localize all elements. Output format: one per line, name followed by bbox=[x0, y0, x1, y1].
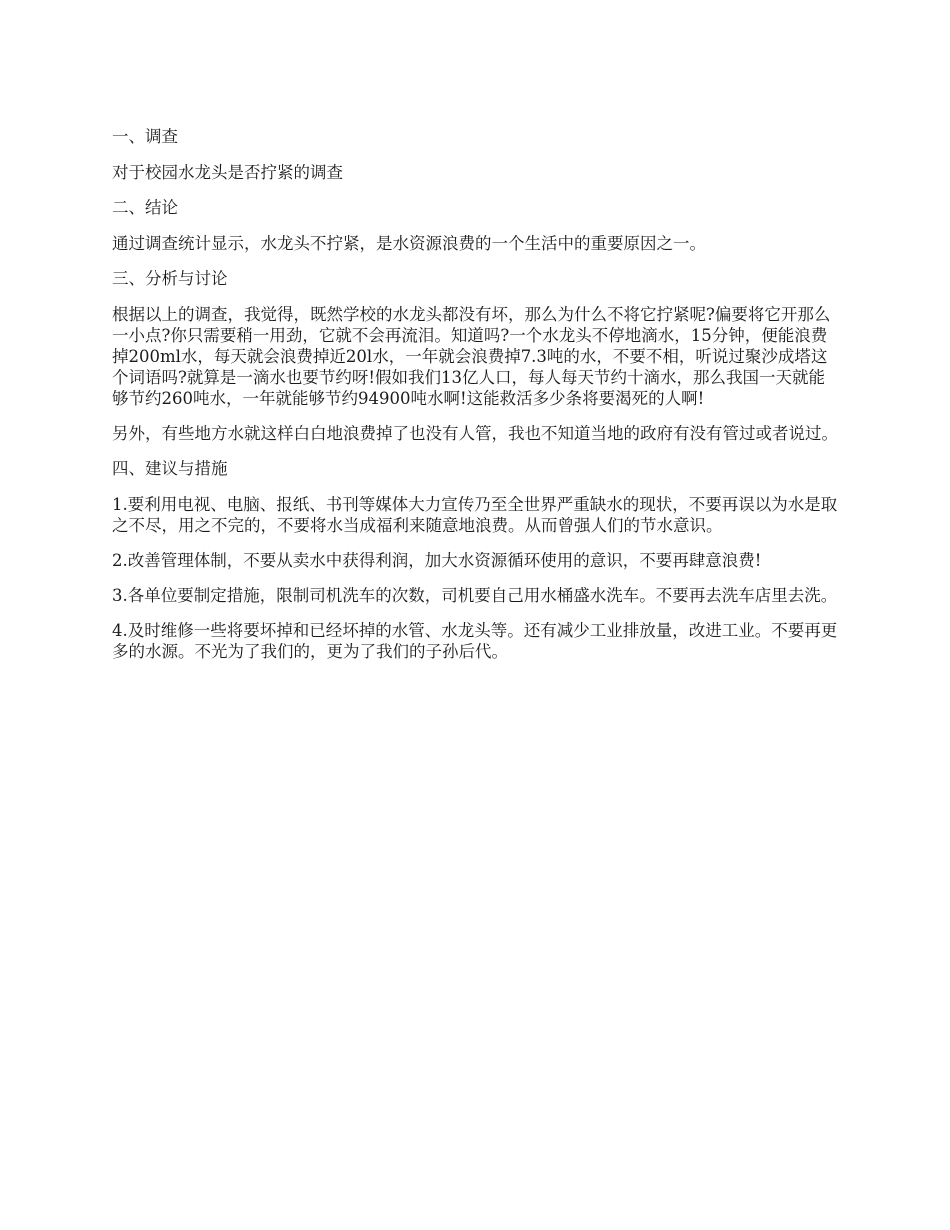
paragraph: 通过调查统计显示，水龙头不拧紧，是水资源浪费的一个生活中的重要原因之一。 bbox=[112, 234, 706, 253]
section-suggestions bbox=[112, 458, 838, 662]
section-conclusion bbox=[112, 197, 838, 254]
paragraph: 3.各单位要制定措施，限制司机洗车的次数，司机要自己用水桶盛水洗车。不要再去洗车店里去洗。 bbox=[112, 586, 838, 605]
paragraph: 2.改善管理体制，不要从卖水中获得利润，加大水资源循环使用的意识，不要再肆意浪费! bbox=[112, 551, 762, 570]
section-analysis bbox=[112, 268, 838, 444]
section-heading: 三、分析与讨论 bbox=[112, 269, 228, 288]
section-heading: 二、结论 bbox=[112, 198, 178, 217]
section-heading: 一、调查 bbox=[112, 127, 178, 146]
paragraph: 1.要利用电视、电脑、报纸、书刊等媒体大力宣传乃至全世界严重缺水的现状，不要再误以为水是取之不尽，用之不完的，不要将水当成福利来随意地浪费。从而曾强人们的节水意识。 bbox=[112, 495, 838, 535]
paragraph: 根据以上的调查，我觉得，既然学校的水龙头都没有坏，那么为什么不将它拧紧呢?偏要将它开那么一小点?你只需要稍一用劲，它就不会再流泪。知道吗?一个水龙头不停地滴水，15分钟，便能浪费掉200ml水，每天就会浪费掉近20l水，一年就会浪费掉7.3吨的水，不要不相，听说过聚沙成塔这个词语吗?就算是一滴水也要节约呀!假如我们13亿人口，每人每天节约十滴水，那么我国一天就能够节约260吨水，一年就能够节约94900吨水啊!这能救活多少条将要渴死的人啊! bbox=[112, 305, 831, 408]
section-heading: 四、建议与措施 bbox=[112, 459, 228, 478]
paragraph: 对于校园水龙头是否拧紧的调查 bbox=[112, 163, 343, 182]
section-survey bbox=[112, 126, 838, 183]
paragraph: 4.及时维修一些将要坏掉和已经坏掉的水管、水龙头等。还有减少工业排放量，改进工业。不要再更多的水源。不光为了我们的，更为了我们的子孙后代。 bbox=[112, 621, 838, 661]
paragraph: 另外，有些地方水就这样白白地浪费掉了也没有人管，我也不知道当地的政府有没有管过或者说过。 bbox=[112, 424, 838, 443]
